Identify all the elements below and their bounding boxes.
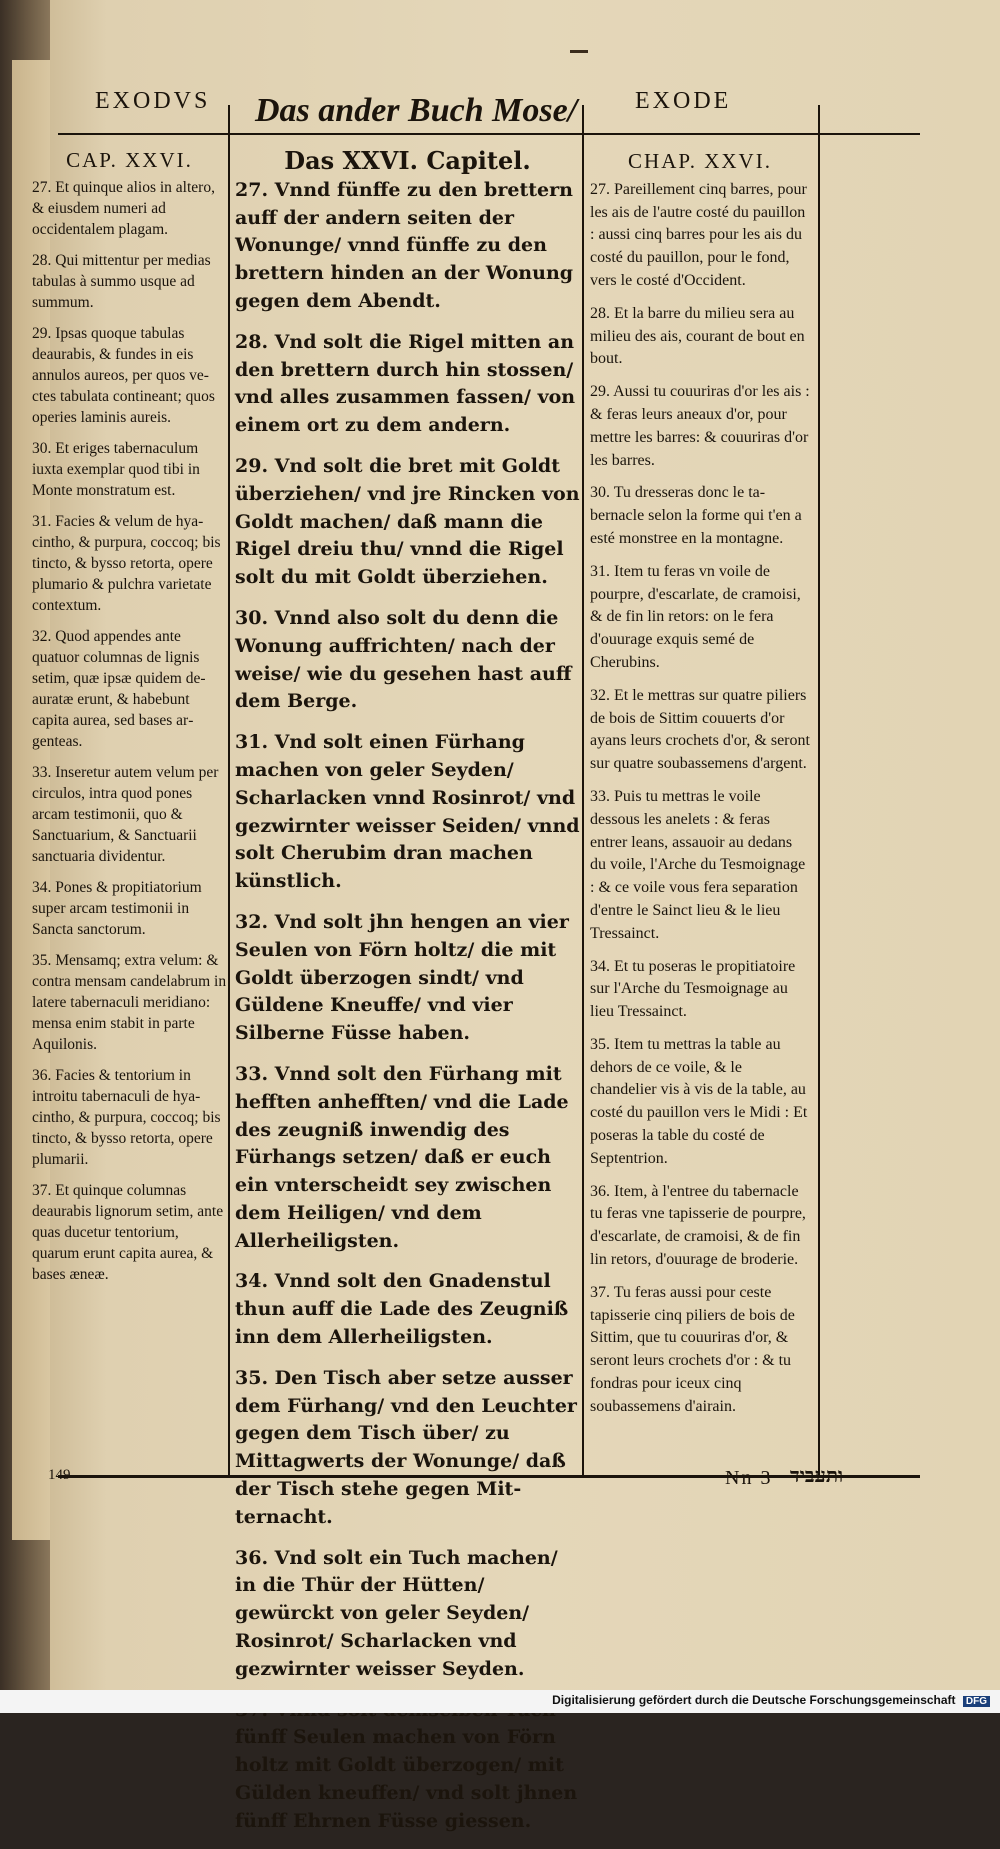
german-chapter-heading: Das XXVI. Capitel.	[284, 146, 531, 175]
running-head-right: EXODE	[635, 88, 732, 114]
digitization-credit	[552, 1693, 990, 1707]
german-verse-32: 32. Vnd solt jhn hengen an vier Seulen von Förn holtz/ die mit Goldt überzogen sindt/ vnd Güldene Kneuffe/ vnd vier Silberne Füsse haben.	[235, 910, 569, 1045]
french-verse-30: 30. Tu dresseras donc le tabernacle selon la forme qui t'en a esté monstree en la montagne.	[590, 484, 802, 547]
german-verse-36: 36. Vnd solt ein Tuch machen/ in die Thür der Hütten/ gewürckt von geler Seyden/ Rosinrot/ Scharlacken vnd gezwirnter weisser Seyden.	[235, 1546, 558, 1680]
running-head-center: Das ander Buch Mose/	[255, 92, 578, 129]
hebrew-catchword: ותעביד	[790, 1465, 844, 1487]
latin-verse-35: 35. Mensamq; extra velum: & contra mensam candelabrum in latere tabernaculi meridiano: mensa enim stabit in parte Aquilonis.	[32, 952, 227, 1053]
german-verse-30: 30. Vnnd also solt du denn die Wonung auffrichten/ nach der weise/ wie du gesehen hast auff dem Berge.	[235, 606, 572, 713]
german-verse-29: 29. Vnd solt die bret mit Goldt überziehen/ vnd jre Rincken von Goldt machen/ daß mann die Rigel dreiu thu/ vnnd die Rigel solt du mit Goldt überziehen.	[235, 454, 580, 589]
latin-verse-37: 37. Et quinque columnas deaurabis lignorum setim, ante quas ducetur tentorium, quarum erunt capita aurea, & bases æneæ.	[32, 1182, 224, 1283]
german-verse-34: 34. Vnnd solt den Gnadenstul thun auff die Lade des Zeugniß inn dem Allerheiligsten.	[235, 1270, 569, 1349]
french-verse-29: 29. Aussi tu couuriras d'or les ais : & feras leurs aneaux d'or, pour mettre les barres: & couuriras d'or les barres.	[590, 383, 810, 469]
latin-verse-36: 36. Facies & tentorium in introitu tabernaculi de hyacintho, & purpura, coccoq; bis tincto, & bysso retorta, opere plumarii.	[32, 1067, 221, 1168]
latin-verse-29: 29. Ipsas quoque tabulas deaurabis, & fundes in eis annulos aureos, per quos vectes tabulata contineant; quos operies laminis aureis.	[32, 325, 215, 426]
top-mark	[570, 50, 588, 53]
header-rule	[58, 133, 920, 135]
french-verse-33: 33. Puis tu mettras le voile dessous les anelets : & feras entrer leans, assauoir au dedans du voile, l'Arche du Tesmoignage : & ce voile vous fera separation d'entre le Sainct lieu & le lieu Tressainct.	[590, 787, 806, 942]
french-chapter-heading: CHAP. XXVI.	[628, 149, 772, 173]
signature-mark: Nn 3	[725, 1467, 773, 1489]
german-verse-28: 28. Vnd solt die Rigel mitten an den brettern durch hin stossen/ vnd alles zusammen fassen/ von einem ort zu dem andern.	[235, 330, 576, 437]
latin-verse-30: 30. Et eriges tabernaculum iuxta exemplar quod tibi in Monte monstratum est.	[32, 440, 200, 499]
french-verse-27: 27. Pareillement cinq barres, pour les ais de l'autre costé du pauillon : aussi cinq barres pour les ais du costé du pauillon, pour le fond, vers le costé d'Occident.	[590, 180, 807, 289]
german-verse-35: 35. Den Tisch aber setze ausser dem Fürhang/ vnd den Leuchter gegen dem Tisch über/ zu Mittagwerts der Wonunge/ daß der Tisch stehe gegen Mitternacht.	[235, 1366, 577, 1528]
latin-verse-32: 32. Quod appendes ante quatuor columnas de lignis setim, quæ ipsæ quidem deauratæ erunt, & habebunt capita aurea, sed bases argenteas.	[32, 628, 206, 750]
latin-verse-27: 27. Et quinque alios in altero, & eiusdem numeri ad occidentalem plagam.	[32, 179, 215, 238]
german-verse-33: 33. Vnnd solt den Fürhang mit hefften anhefften/ vnd die Lade des zeugniß inwendig des Fürhangs setzen/ daß er euch ein vnterscheidt sey zwischen dem Heiligen/ vnd dem Allerheiligsten.	[235, 1062, 569, 1252]
french-verse-35: 35. Item tu mettras la table au dehors de ce voile, & le chandelier vis à vis de la table, au costé du pauillon vers le Midi : Et poseras la table du costé de Septentrion.	[590, 1035, 808, 1167]
german-column	[235, 147, 580, 1849]
latin-verse-33: 33. Inseretur autem velum per circulos, intra quod pones arcam testimonii, quo & Sanctuarium, & Sanctuarii sanctuaria dividentur.	[32, 764, 219, 865]
column-divider-right	[582, 105, 584, 1477]
german-verse-37: fünff Seulen machen von Förn holtz mit Goldt überzogen/ mit Gülden kneuffen/ vnd solt jhnen fünff Ehrnen Füsse giessen.	[235, 1726, 578, 1832]
dfg-logo-icon: DFG	[963, 1696, 990, 1707]
latin-verse-28: 28. Qui mittentur per medias tabulas à summo usque ad summum.	[32, 252, 211, 311]
german-verse-27: 27. Vnnd fünffe zu den brettern auff der andern seiten der Wonunge/ vnnd fünffe zu den brettern hinden an der Wonung gegen dem Abendt.	[235, 178, 574, 312]
column-divider-left	[228, 105, 230, 1477]
latin-chapter-heading: CAP. XXVI.	[66, 148, 193, 172]
french-verse-37: 37. Tu feras aussi pour ceste tapisserie cinq piliers de bois de Sittim, que tu couuriras d'or, & seront leurs crochets d'or : & tu fondras pour iceux cinq soubassemens d'airain.	[590, 1283, 795, 1415]
running-head-left: EXODVS	[95, 88, 211, 114]
french-verse-34: 34. Et tu poseras le propitiatoire sur l'Arche du Tesmoignage au lieu Tressainct.	[590, 957, 796, 1021]
french-column	[590, 150, 810, 1429]
column-border-outer	[818, 105, 820, 1477]
french-verse-28: 28. Et la barre du milieu sera au milieu des ais, courant de bout en bout.	[590, 304, 805, 368]
german-verse-31: 31. Vnd solt einen Fürhang machen von geler Seyden/ Scharlacken vnnd Rosinrot/ vnd gezwirnter weisser Seiden/ vnnd solt Cherubim dran machen künstlich.	[235, 731, 580, 893]
french-verse-31: 31. Item tu feras vn voile de pourpre, d'escarlate, de cramoisi, & de fin lin retors: on le fera d'ouurage exquis semé de Cherubins.	[590, 562, 801, 671]
french-verse-32: 32. Et le mettras sur quatre piliers de bois de Sittim couuerts d'or ayans leurs crochets d'or, & seront sur quatre soubassemens d'argent.	[590, 686, 810, 773]
page-number: 149	[48, 1467, 71, 1483]
latin-verse-31: 31. Facies & velum de hyacintho, & purpura, coccoq; bis tincto, & bysso retorta, opere plumario & pulchra varietate contextum.	[32, 513, 221, 614]
credit-text: Digitalisierung gefördert durch die Deutsche Forschungsgemeinschaft	[552, 1693, 956, 1707]
latin-column	[32, 150, 227, 1295]
french-verse-36: 36. Item, à l'entree du tabernacle tu feras vne tapisserie de pourpre, d'escarlate, de cramoisi, & de fin lin retors, d'ouurage de broderie.	[590, 1182, 806, 1269]
latin-verse-34: 34. Pones & propitiatorium super arcam testimonii in Sancta sanctorum.	[32, 879, 202, 938]
